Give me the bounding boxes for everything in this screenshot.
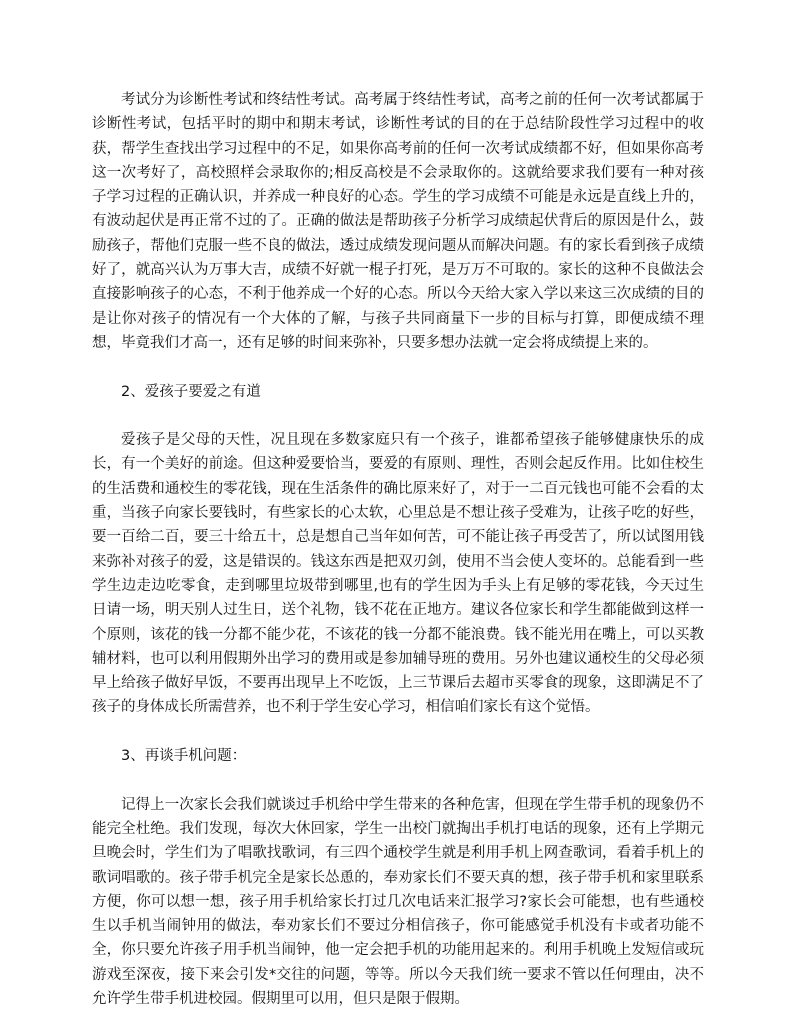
paragraph-exam-types: 考试分为诊断性考试和终结性考试。高考属于终结性考试，高考之前的任何一次考试都属于诊断性考试，包括平时的期中和期末考试，诊断性考试的目的在于总结阶段性学习过程中的收获，帮学生查找出学习过程中的不足，如果你高考前的任何一次考试成绩都不好，但如果你高考这一次考好了，高校照样会录取你的;相反高校是不会录取你的。这就给要求我们要有一种对孩子学习过程的正确认识，并养成一种良好的心态。学生的学习成绩不可能是永远是直线上升的，有波动起伏是再正常不过的了。正确的做法是帮助孩子分析学习成绩起伏背后的原因是什么，鼓励孩子，帮他们克服一些不良的做法，透过成绩发现问题从而解决问题。有的家长看到孩子成绩好了，就高兴认为万事大吉，成绩不好就一棍子打死，是万万不可取的。家长的这种不良做法会直接影响孩子的心态，不利于他养成一个好的心态。所以今天给大家入学以来这三次成绩的目的是让你对孩子的情况有一个大体的了解，与孩子共同商量下一步的目标与打算，即便成绩不理想，毕竟我们才高一，还有足够的时间来弥补，只要多想办法就一定会将成绩提上来的。 [92, 92, 704, 351]
section-heading-love-children: 2、爱孩子要爱之有道 [121, 383, 261, 400]
paragraph-love-children: 爱孩子是父母的天性，况且现在多数家庭只有一个孩子，谁都希望孩子能够健康快乐的成长，有一个美好的前途。但这种爱要恰当，要爱的有原则、理性，否则会起反作用。比如住校生的生活费和通校生的零花钱，现在生活条件的确比原来好了，对于一二百元钱也可能不会看的太重，当孩子向家长要钱时，有些家长的心太软，心里总是不想让孩子受难为，让孩子吃的好些，要一百给二百，要三十给五十，总是想自己当年如何苦，可不能让孩子再受苦了，所以试图用钱来弥补对孩子的爱，这是错误的。钱这东西是把双刃剑，使用不当会使人变坏的。总能看到一些学生边走边吃零食，走到哪里垃圾带到哪里,也有的学生因为手头上有足够的零花钱，今天过生日请一场，明天别人过生日，送个礼物，钱不花在正地方。建议各位家长和学生都能做到这样一个原则，该花的钱一分都不能少花，不该花的钱一分都不能浪费。钱不能光用在嘴上，可以买教辅材料，也可以利用假期外出学习的费用或是参加辅导班的费用。另外也建议通校生的父母必须早上给孩子做好早饭，不要再出现早上不吃饭，上三节课后去超市买零食的现象，这即满足不了孩子的身体成长所需营养，也不利于学生安心学习，相信咱们家长有这个觉悟。 [92, 432, 704, 716]
paragraph-spacer [92, 768, 704, 792]
paragraph-spacer [92, 404, 704, 428]
section-heading-mobile-phones: 3、再谈手机问题： [121, 748, 247, 765]
document-page [92, 88, 704, 1011]
paragraph-mobile-phones: 记得上一次家长会我们就谈过手机给中学生带来的各种危害，但现在学生带手机的现象仍不能完全杜绝。我们发现，每次大休回家，学生一出校门就掏出手机打电话的现象，还有上学期元旦晚会时，学生们为了唱歌找歌词，有三四个通校学生就是利用手机上网查歌词，看着手机上的歌词唱歌的。孩子带手机完全是家长怂恿的，奉劝家长们不要天真的想，孩子带手机和家里联系方便，你可以想一想，孩子用手机给家长打过几次电话来汇报学习?家长会可能想，也有些通校生以手机当闹钟用的做法，奉劝家长们不要过分相信孩子，你可能感觉手机没有卡或者功能不全，你只要允许孩子用手机当闹钟，他一定会把手机的功能用起来的。利用手机晚上发短信或玩游戏至深夜，接下来会引发*交往的问题，等等。所以今天我们统一要求不管以任何理由，决不允许学生带手机进校园。假期里可以用，但只是限于假期。 [92, 796, 704, 1007]
paragraph-spacer [92, 720, 704, 744]
paragraph-spacer [92, 355, 704, 379]
